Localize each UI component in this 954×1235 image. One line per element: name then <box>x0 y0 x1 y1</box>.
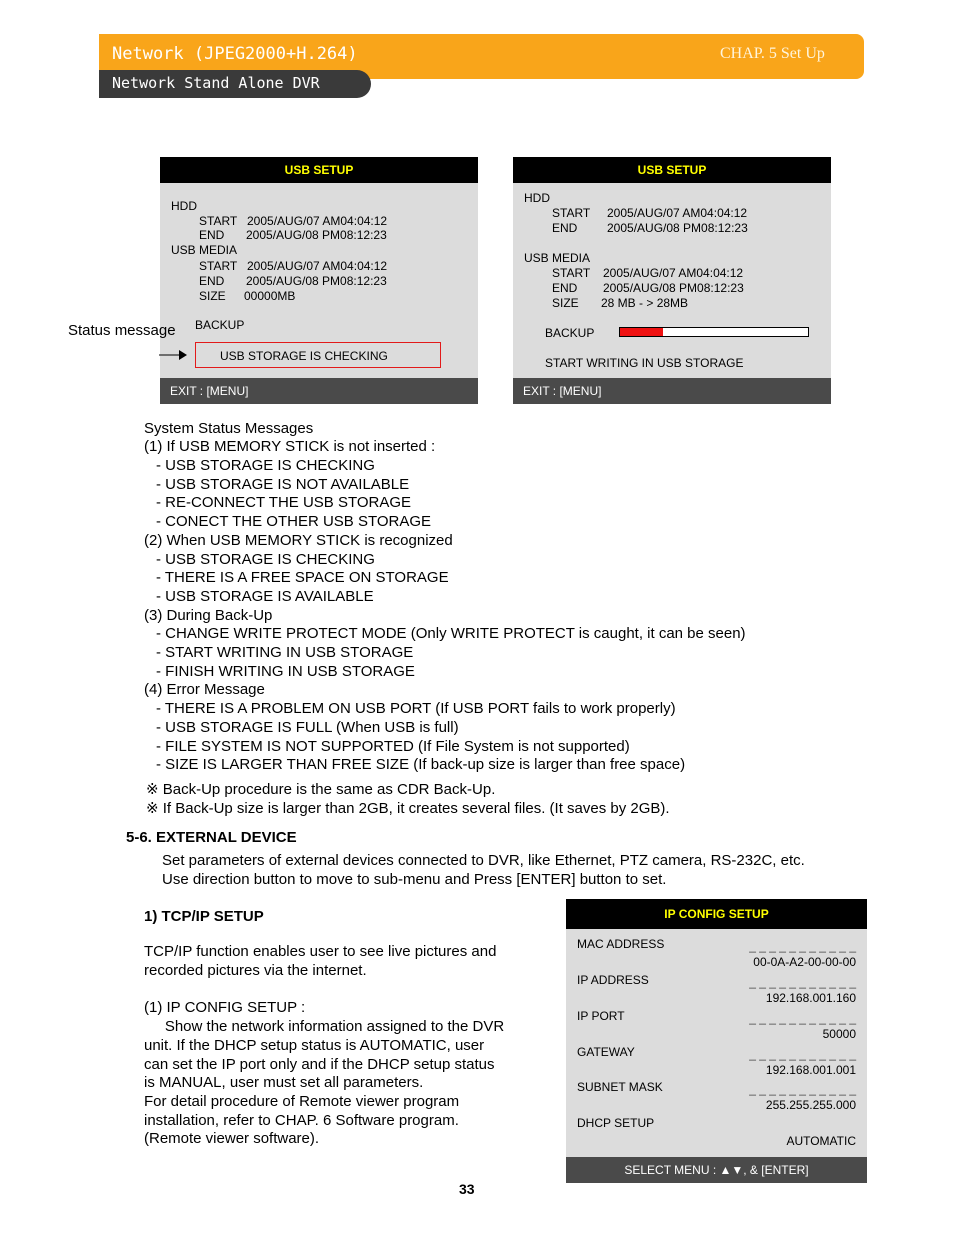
list-item: - USB STORAGE IS CHECKING <box>156 457 375 474</box>
header-subtitle: Network Stand Alone DVR <box>112 74 320 92</box>
list-item: - THERE IS A FREE SPACE ON STORAGE <box>156 569 449 586</box>
list-item: - USB STORAGE IS FULL (When USB is full) <box>156 719 459 736</box>
ip-port-label: IP PORT <box>577 1009 625 1023</box>
size-value: 28 MB - > 28MB <box>601 296 689 310</box>
media-start-value: 2005/AUG/07 AM04:04:12 <box>603 266 744 280</box>
ip-address-value: 192.168.001.160 <box>765 991 856 1005</box>
subnet-mask-value: 255.255.255.000 <box>765 1098 856 1112</box>
hdd-start-value: 2005/AUG/07 AM04:04:12 <box>247 214 388 228</box>
list-item: - CHANGE WRITE PROTECT MODE (Only WRITE PROTECT is caught, it can be seen) <box>156 625 746 642</box>
media-end-value: 2005/AUG/08 PM08:12:23 <box>246 274 387 288</box>
backup-progress-fill <box>620 328 663 336</box>
paragraph: (1) IP CONFIG SETUP : <box>144 999 306 1016</box>
status-message-box <box>195 342 441 368</box>
ip-address-label: IP ADDRESS <box>577 973 649 987</box>
media-end-label: END <box>552 281 578 295</box>
ip-config-title: IP CONFIG SETUP <box>566 899 867 929</box>
usb-setup-panel-right <box>513 157 831 404</box>
exit-bar <box>513 378 831 404</box>
field-underline: _ _ _ _ _ _ _ _ _ _ _ <box>749 1011 856 1025</box>
hdd-label: HDD <box>524 191 550 205</box>
page-number: 33 <box>459 1181 475 1197</box>
hdd-start-value: 2005/AUG/07 AM04:04:12 <box>607 206 748 220</box>
paragraph: Use direction button to move to sub-menu and Press [ENTER] button to set. <box>162 871 667 888</box>
backup-progress-bar <box>619 327 809 337</box>
paragraph: TCP/IP function enables user to see live pictures and <box>144 943 497 960</box>
paragraph: For detail procedure of Remote viewer program <box>144 1093 460 1110</box>
list-item: - USB STORAGE IS NOT AVAILABLE <box>156 476 410 493</box>
subnet-mask-label: SUBNET MASK <box>577 1080 663 1094</box>
usb-media-label: USB MEDIA <box>171 243 238 257</box>
media-start-value: 2005/AUG/07 AM04:04:12 <box>247 259 388 273</box>
gateway-label: GATEWAY <box>577 1045 635 1059</box>
header-title: Network (JPEG2000+H.264) <box>112 44 358 64</box>
hdd-end-label: END <box>552 221 578 235</box>
ip-config-footer: SELECT MENU : ▲▼, & [ENTER] <box>566 1157 867 1183</box>
hdd-end-value: 2005/AUG/08 PM08:12:23 <box>607 221 748 235</box>
size-label: SIZE <box>552 296 579 310</box>
section-heading: 5-6. EXTERNAL DEVICE <box>126 829 297 846</box>
list-item: - THERE IS A PROBLEM ON USB PORT (If USB PORT fails to work properly) <box>156 700 676 717</box>
list-item: - START WRITING IN USB STORAGE <box>156 644 414 661</box>
media-end-value: 2005/AUG/08 PM08:12:23 <box>603 281 744 295</box>
paragraph: is MANUAL, user must set all parameters. <box>144 1074 424 1091</box>
backup-label: BACKUP <box>195 318 245 332</box>
list-item: - RE-CONNECT THE USB STORAGE <box>156 494 412 511</box>
hdd-end-label: END <box>199 228 225 242</box>
field-underline: _ _ _ _ _ _ _ _ _ _ _ <box>749 975 856 989</box>
list-item: - SIZE IS LARGER THAN FREE SIZE (If back-up size is larger than free space) <box>156 756 686 773</box>
status-message-text: USB STORAGE IS CHECKING <box>220 349 388 363</box>
usb-setup-title: USB SETUP <box>160 157 478 183</box>
header-chapter: CHAP. 5 Set Up <box>720 45 825 62</box>
size-label: SIZE <box>199 289 226 303</box>
exit-bar <box>160 378 478 404</box>
paragraph: recorded pictures via the internet. <box>144 962 367 979</box>
subsection-heading: 1) TCP/IP SETUP <box>144 908 264 925</box>
field-underline: _ _ _ _ _ _ _ _ _ _ _ <box>749 939 856 953</box>
ip-config-panel <box>566 899 867 1183</box>
media-end-label: END <box>199 274 225 288</box>
dhcp-setup-label: DHCP SETUP <box>577 1116 655 1130</box>
hdd-start-label: START <box>552 206 591 220</box>
group-title: (4) Error Message <box>144 681 265 698</box>
hdd-start-label: START <box>199 214 238 228</box>
gateway-value: 192.168.001.001 <box>765 1063 856 1077</box>
mac-address-value: 00-0A-A2-00-00-00 <box>753 955 856 969</box>
hdd-end-value: 2005/AUG/08 PM08:12:23 <box>246 228 387 242</box>
media-start-label: START <box>199 259 238 273</box>
list-item: - CONECT THE OTHER USB STORAGE <box>156 513 432 530</box>
paragraph: (Remote viewer software). <box>144 1130 320 1147</box>
status-message-text: START WRITING IN USB STORAGE <box>545 356 744 370</box>
note: ※ Back-Up procedure is the same as CDR Back-Up. <box>146 781 496 798</box>
paragraph: Set parameters of external devices connected to DVR, like Ethernet, PTZ camera, RS-232C, etc. <box>162 852 805 869</box>
usb-setup-panel-left <box>160 157 478 404</box>
group-title: (2) When USB MEMORY STICK is recognized <box>144 532 453 549</box>
ip-port-value: 50000 <box>822 1027 856 1041</box>
list-item: - USB STORAGE IS AVAILABLE <box>156 588 374 605</box>
backup-label: BACKUP <box>545 326 595 340</box>
paragraph: installation, refer to CHAP. 6 Software program. <box>144 1112 459 1129</box>
hdd-label: HDD <box>171 199 197 213</box>
usb-media-label: USB MEDIA <box>524 251 591 265</box>
exit-label: EXIT : [MENU] <box>523 384 602 398</box>
group-title: (3) During Back-Up <box>144 607 273 624</box>
field-underline: _ _ _ _ _ _ _ _ _ _ _ <box>749 1082 856 1096</box>
group-title: (1) If USB MEMORY STICK is not inserted : <box>144 438 436 455</box>
mac-address-label: MAC ADDRESS <box>577 937 665 951</box>
media-start-label: START <box>552 266 591 280</box>
arrow-right-icon <box>158 348 188 362</box>
note: ※ If Back-Up size is larger than 2GB, it creates several files. (It saves by 2GB). <box>146 800 670 817</box>
usb-setup-title: USB SETUP <box>513 157 831 183</box>
paragraph: unit. If the DHCP setup status is AUTOMATIC, user <box>144 1037 485 1054</box>
field-underline: _ _ _ _ _ _ _ _ _ _ _ <box>749 1047 856 1061</box>
status-messages-heading: System Status Messages <box>144 420 314 437</box>
list-item: - FINISH WRITING IN USB STORAGE <box>156 663 415 680</box>
dhcp-setup-value: AUTOMATIC <box>786 1134 856 1148</box>
paragraph: Show the network information assigned to the DVR <box>144 1018 505 1035</box>
exit-label: EXIT : [MENU] <box>170 384 249 398</box>
size-value: 00000MB <box>244 289 296 303</box>
list-item: - USB STORAGE IS CHECKING <box>156 551 375 568</box>
list-item: - FILE SYSTEM IS NOT SUPPORTED (If File System is not supported) <box>156 738 630 755</box>
paragraph: can set the IP port only and if the DHCP setup status <box>144 1056 495 1073</box>
status-message-caption: Status message <box>68 322 176 339</box>
